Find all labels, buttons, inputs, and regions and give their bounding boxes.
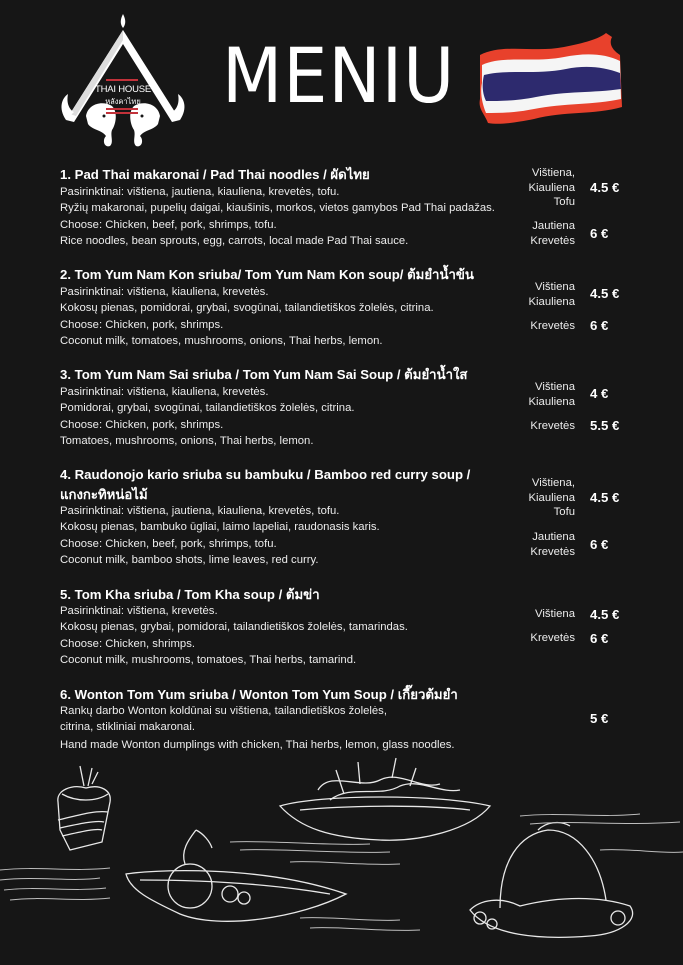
price: 4.5 € (590, 286, 620, 301)
price-options: Krevetės (530, 420, 575, 432)
item-lt-description: Ryžių makaronai, pupelių daigai, kiaušinis, morkos, vietos gamybos Pad Thai padažas. (60, 202, 495, 214)
item-en-choose: Choose: Chicken, beef, pork, shrimps, tofu. (60, 538, 277, 550)
food-illustrations (0, 750, 683, 960)
page-title: MENIU (222, 31, 456, 120)
item-title: 4. Raudonojo kario sriuba su bambuku / Bamboo red curry soup / (60, 467, 471, 482)
noodle-bowl-icon (280, 758, 490, 840)
logo-accent-bar (106, 112, 138, 114)
price: 5 € (590, 711, 609, 726)
background-strokes (0, 814, 683, 930)
item-en-description: Coconut milk, bamboo shots, lime leaves, red curry. (60, 554, 319, 566)
thailand-flag-icon (474, 33, 624, 128)
item-en-description: Coconut milk, tomatoes, mushrooms, onions, Thai herbs, lemon. (60, 335, 383, 347)
price: 4.5 € (590, 490, 620, 505)
logo-accent-bar (106, 79, 138, 81)
item-en-description: Tomatoes, mushrooms, onions, Thai herbs, lemon. (60, 435, 314, 447)
price: 4 € (590, 386, 609, 401)
logo-name: THAI HOUSE (94, 84, 152, 95)
price: 6 € (590, 537, 609, 552)
item-lt-choose: Pasirinktinai: vištiena, krevetės. (60, 605, 218, 617)
item-en-description: Hand made Wonton dumplings with chicken, Thai herbs, lemon, glass noodles. (60, 739, 455, 751)
price-options: Vištiena Kiauliena (528, 281, 575, 308)
item-en-choose: Choose: Chicken, shrimps. (60, 638, 195, 650)
price-options: Vištiena Kiauliena (528, 381, 575, 408)
thai-roof-elephants-icon (58, 12, 188, 150)
price: 5.5 € (590, 418, 620, 433)
thailand-flag (474, 33, 624, 128)
item-title: 5. Tom Kha sriuba / Tom Kha soup / ต้มข่า (60, 587, 320, 602)
item-title: 6. Wonton Tom Yum sriuba / Wonton Tom Yum Soup / เกี๊ยวต้มยำ (60, 687, 458, 702)
dessert-cup-icon (58, 766, 110, 850)
price: 6 € (590, 226, 609, 241)
price: 6 € (590, 318, 609, 333)
item-lt-choose: Pasirinktinai: vištiena, kiauliena, krevetės. (60, 386, 269, 398)
item-lt-choose: Pasirinktinai: vištiena, kiauliena, krevetės. (60, 286, 269, 298)
logo-thai-name: หลังคาไทย (105, 97, 141, 106)
item-lt-choose: Pasirinktinai: vištiena, jautiena, kiauliena, krevetės, tofu. (60, 505, 340, 517)
item-title: 3. Tom Yum Nam Sai sriuba / Tom Yum Nam Sai Soup / ต้มยำน้ำใส (60, 367, 468, 382)
item-lt-description: citrina, stikliniai makaronai. (60, 721, 195, 733)
price-options: Krevetės (530, 632, 575, 644)
price: 4.5 € (590, 180, 620, 195)
item-title: 2. Tom Yum Nam Kon sriuba/ Tom Yum Nam Kon soup/ ต้มยำน้ำข้น (60, 267, 474, 282)
item-lt-description: Kokosų pienas, grybai, pomidorai, tailandietiškos žolelės, tamarindas. (60, 621, 408, 633)
thai-house-logo (58, 12, 188, 150)
item-lt-description: Kokosų pienas, bambuko ūgliai, laimo lapeliai, raudonasis karis. (60, 521, 380, 533)
item-title-thai: แกงกะทิหน่อไม้ (60, 487, 148, 502)
item-en-choose: Choose: Chicken, beef, pork, shrimps, tofu. (60, 219, 277, 231)
item-lt-description: Kokosų pienas, pomidorai, grybai, svogūnai, tailandietiškos žolelės, citrina. (60, 302, 434, 314)
price-options: Vištiena, Kiauliena Tofu (528, 167, 575, 208)
menu-header (0, 0, 683, 160)
price-options: Jautiena Krevetės (530, 531, 575, 558)
item-lt-choose: Pasirinktinai: vištiena, jautiena, kiauliena, krevetės, tofu. (60, 186, 340, 198)
rice-mound-icon (470, 823, 633, 938)
item-en-description: Coconut milk, mushrooms, tomatoes, Thai herbs, tamarind. (60, 654, 357, 666)
price-options: Vištiena, Kiauliena Tofu (528, 477, 575, 518)
price: 4.5 € (590, 607, 620, 622)
item-en-choose: Choose: Chicken, pork, shrimps. (60, 319, 224, 331)
item-title: 1. Pad Thai makaronai / Pad Thai noodles / ผัดไทย (60, 167, 370, 182)
logo-accent-bar (106, 108, 138, 110)
price-options: Krevetės (530, 320, 575, 332)
price-options: Vištiena (535, 608, 575, 620)
item-lt-description: Rankų darbo Wonton koldūnai su vištiena, tailandietiškos žolelės, (60, 705, 387, 717)
item-lt-description: Pomidorai, grybai, svogūnai, tailandietiškos žolelės, citrina. (60, 402, 355, 414)
price-options: Jautiena Krevetės (530, 220, 575, 247)
price: 6 € (590, 631, 609, 646)
item-en-description: Rice noodles, bean sprouts, egg, carrots, local made Pad Thai sauce. (60, 235, 409, 247)
item-en-choose: Choose: Chicken, pork, shrimps. (60, 419, 224, 431)
